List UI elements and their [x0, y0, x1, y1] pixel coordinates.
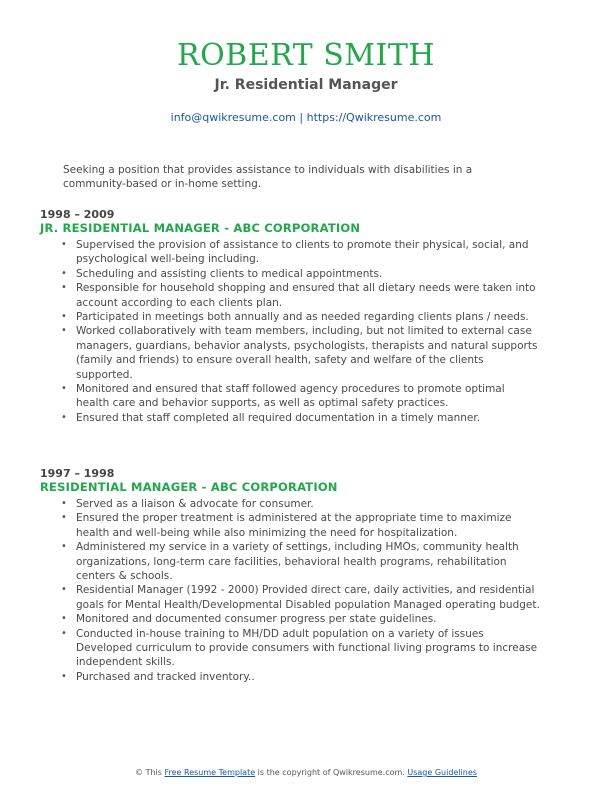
contact-line: [0, 111, 612, 125]
list-item: [40, 324, 540, 382]
list-item: [40, 612, 540, 626]
list-item: [40, 540, 540, 583]
bullet-icon: •: [61, 411, 67, 423]
footer-copyright: [0, 768, 612, 778]
list-item: [40, 511, 540, 540]
footer-middle: is the copyright of Qwikresume.com.: [255, 768, 408, 777]
bullet-icon: •: [61, 512, 67, 524]
bullet-text: Purchased and tracked inventory..: [76, 670, 255, 683]
bullet-icon: •: [61, 239, 67, 250]
list-item: [40, 583, 540, 612]
list-item: [40, 267, 540, 281]
free-resume-template-link[interactable]: Free Resume Template: [164, 768, 256, 777]
email-link[interactable]: info@qwikresume.com: [170, 111, 296, 124]
bullet-icon: •: [61, 267, 67, 279]
footer-prefix: © This: [135, 768, 165, 777]
bullet-icon: •: [61, 311, 67, 323]
bullet-text: Worked collaboratively with team members, including, but not limited to external case managers, guardians, behavior analysts, psychologists, therapists and natural supports (family and friends) to ensure overall health, safety and welfare of the clients supported.: [76, 325, 538, 381]
bullet-icon: •: [61, 613, 67, 625]
bullet-icon: •: [61, 627, 67, 639]
bullet-text: Served as a liaison & advocate for consumer.: [76, 498, 314, 510]
job-bullet-list: [40, 238, 540, 425]
website-link[interactable]: https://Qwikresume.com: [306, 111, 442, 124]
bullet-text: Residential Manager (1992 - 2000) Provided direct care, daily activities, and residential goals for Mental Health/Developmental Disabled population Managed operating budget.: [76, 584, 540, 611]
bullet-text: Administered my service in a variety of settings, including HMOs, community health organizations, long-term care facilities, behavioral health programs, rehabilitation centers & schools.: [76, 541, 519, 583]
job-position-title: RESIDENTIAL MANAGER - ABC CORPORATION: [40, 480, 338, 494]
bullet-text: Responsible for household shopping and ensured that all dietary needs were taken into account according to each clients plan.: [76, 282, 536, 309]
list-item: [40, 382, 540, 411]
bullet-icon: •: [61, 541, 67, 553]
bullet-text: Monitored and ensured that staff followed agency procedures to promote optimal health care and behavior supports, as well as optimal safety practices.: [76, 383, 505, 410]
job-entry-2: [40, 467, 540, 684]
list-item: [40, 670, 540, 684]
job-entry-1: [40, 208, 540, 425]
bullet-text: Supervised the provision of assistance to clients to promote their physical, social, and psychological well-being including.: [76, 239, 529, 266]
bullet-icon: •: [61, 325, 67, 337]
list-item: [40, 497, 540, 511]
job-dates: 1997 – 1998: [40, 467, 115, 480]
list-item: [40, 238, 540, 267]
bullet-icon: •: [61, 282, 67, 294]
bullet-icon: •: [61, 584, 67, 596]
job-bullet-list: [40, 497, 540, 684]
bullet-text: Conducted in-house training to MH/DD adult population on a variety of issues Developed curriculum to provide consumers with functional living programs to increase independent skills.: [76, 627, 538, 669]
bullet-icon: •: [61, 498, 67, 509]
list-item: [40, 310, 540, 324]
job-dates: 1998 – 2009: [40, 208, 115, 221]
candidate-name: ROBERT SMITH: [176, 38, 436, 73]
bullet-icon: •: [61, 670, 67, 682]
bullet-text: Ensured the proper treatment is administered at the appropriate time to maximize health and well-being while also minimizing the need for hospitalization.: [76, 512, 512, 539]
job-position-title: JR. RESIDENTIAL MANAGER - ABC CORPORATION: [40, 221, 361, 235]
usage-guidelines-link[interactable]: Usage Guidelines: [407, 768, 477, 777]
job-title-heading: Jr. Residential Manager: [214, 77, 398, 93]
bullet-icon: •: [61, 383, 67, 395]
bullet-text: Scheduling and assisting clients to medical appointments.: [76, 267, 383, 280]
bullet-text: Ensured that staff completed all required documentation in a timely manner.: [76, 411, 481, 424]
list-item: [40, 281, 540, 310]
list-item: [40, 411, 540, 425]
contact-separator: |: [295, 111, 307, 124]
summary-text: Seeking a position that provides assistance to individuals with disabilities in a community-based or in-home setting.: [63, 164, 473, 190]
list-item: [40, 627, 540, 670]
bullet-text: Monitored and documented consumer progress per state guidelines.: [76, 613, 437, 626]
bullet-text: Participated in meetings both annually and as needed regarding clients plans / needs.: [76, 311, 529, 324]
